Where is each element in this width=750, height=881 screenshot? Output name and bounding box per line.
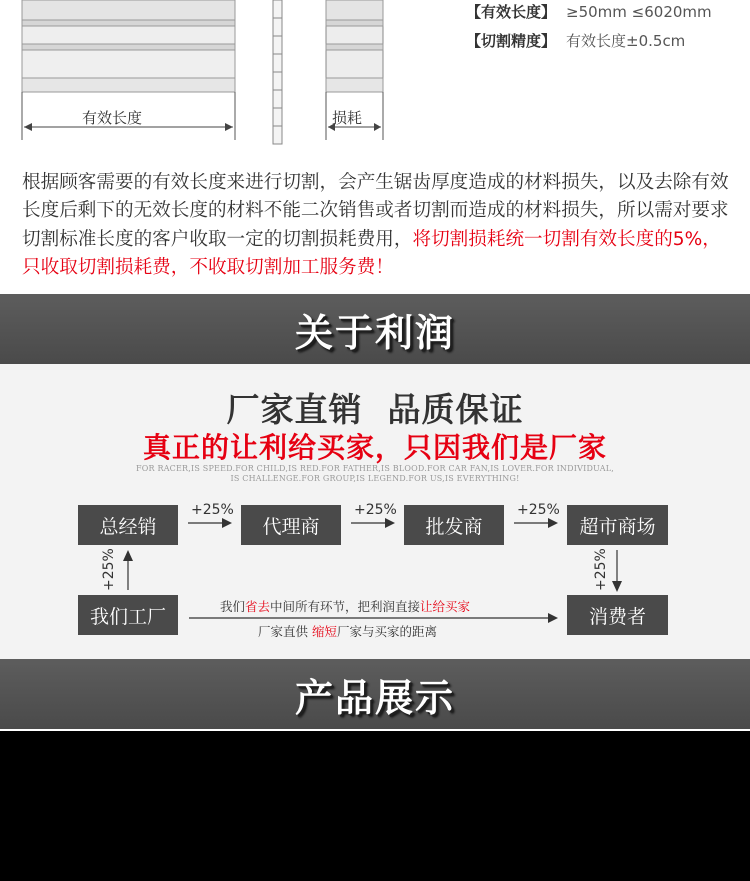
chain-box-supermarket: 超市商场 <box>567 505 668 545</box>
chain-box-wholesaler: 批发商 <box>404 505 504 545</box>
note-text: 我们 <box>220 599 246 614</box>
profit-section <box>0 364 750 659</box>
spec-value: ≥50mm ≤6020mm <box>566 3 712 21</box>
headline-discount: 真正的让利给买家，只因我们是厂家 <box>142 431 607 464</box>
description-highlight: 将切割损耗统一切割有效长度的5%，只收取切割损耗费，不收取切割加工服务费！ <box>22 228 721 278</box>
markup-label: +25% <box>191 502 234 518</box>
spec-effective-length <box>466 1 712 22</box>
effective-length-label: 有效长度 <box>82 109 143 127</box>
spec-cut-precision <box>466 30 685 51</box>
arrow-head <box>222 518 232 528</box>
arrow-head <box>123 550 133 561</box>
product-image-area <box>0 731 750 881</box>
spec-key: 【有效长度】 <box>466 3 557 21</box>
chain-box-distributor: 总经销 <box>78 505 178 545</box>
cutting-diagram <box>0 0 750 165</box>
chain-box-agent: 代理商 <box>241 505 341 545</box>
note-skip-middlemen <box>220 597 470 615</box>
markup-label-vertical: +25% <box>593 548 609 591</box>
arrow-head <box>612 581 622 592</box>
profit-banner <box>0 294 750 364</box>
spec-key: 【切割精度】 <box>466 32 557 50</box>
cutting-description <box>22 169 732 282</box>
chain-box-factory: 我们工厂 <box>78 595 178 635</box>
note-direct-supply <box>258 622 437 640</box>
arrow-head <box>548 613 558 623</box>
chain-box-consumer: 消费者 <box>567 595 668 635</box>
markup-label: +25% <box>517 502 560 518</box>
note-highlight: 缩短 <box>311 624 337 639</box>
description-text: 根据顾客需要的有效长度来进行切割，会产生锯齿厚度造成的材料损失，以及去除有效长度后剩下的无效长度的材料不能二次销售或者切割而造成的材料损失，所以需对要求切割标准长度的客户收取一定的切割损耗费用， <box>22 172 729 250</box>
note-text: 厂家直供 <box>258 624 312 639</box>
note-highlight: 省去 <box>245 599 271 614</box>
headline-direct-sale: 厂家直销 品质保证 <box>226 390 524 429</box>
products-banner-title: 产品展示 <box>294 675 455 720</box>
arrow-head <box>548 518 558 528</box>
spec-value: 有效长度±0.5cm <box>566 32 686 50</box>
markup-label-vertical: +25% <box>101 548 117 591</box>
note-highlight: 让给买家 <box>420 599 471 614</box>
note-text: 中间所有环节，把利润直接 <box>270 599 421 614</box>
tagline-line-2: IS CHALLENGE.FOR GROUP,IS LEGEND.FOR US,IS EVERYTHING! <box>230 474 520 483</box>
tagline-line-1: FOR RACER,IS SPEED.FOR CHILD,IS RED.FOR FATHER,IS BLOOD.FOR CAR FAN,IS LOVER.FOR INDIVIDUAL, <box>136 464 614 473</box>
markup-label: +25% <box>354 502 397 518</box>
arrow-head <box>385 518 395 528</box>
profit-banner-title: 关于利润 <box>294 310 455 355</box>
cutting-diagram-drawing <box>0 0 750 165</box>
products-banner <box>0 659 750 729</box>
loss-label: 损耗 <box>332 109 363 127</box>
note-text: 厂家与买家的距离 <box>337 624 438 639</box>
